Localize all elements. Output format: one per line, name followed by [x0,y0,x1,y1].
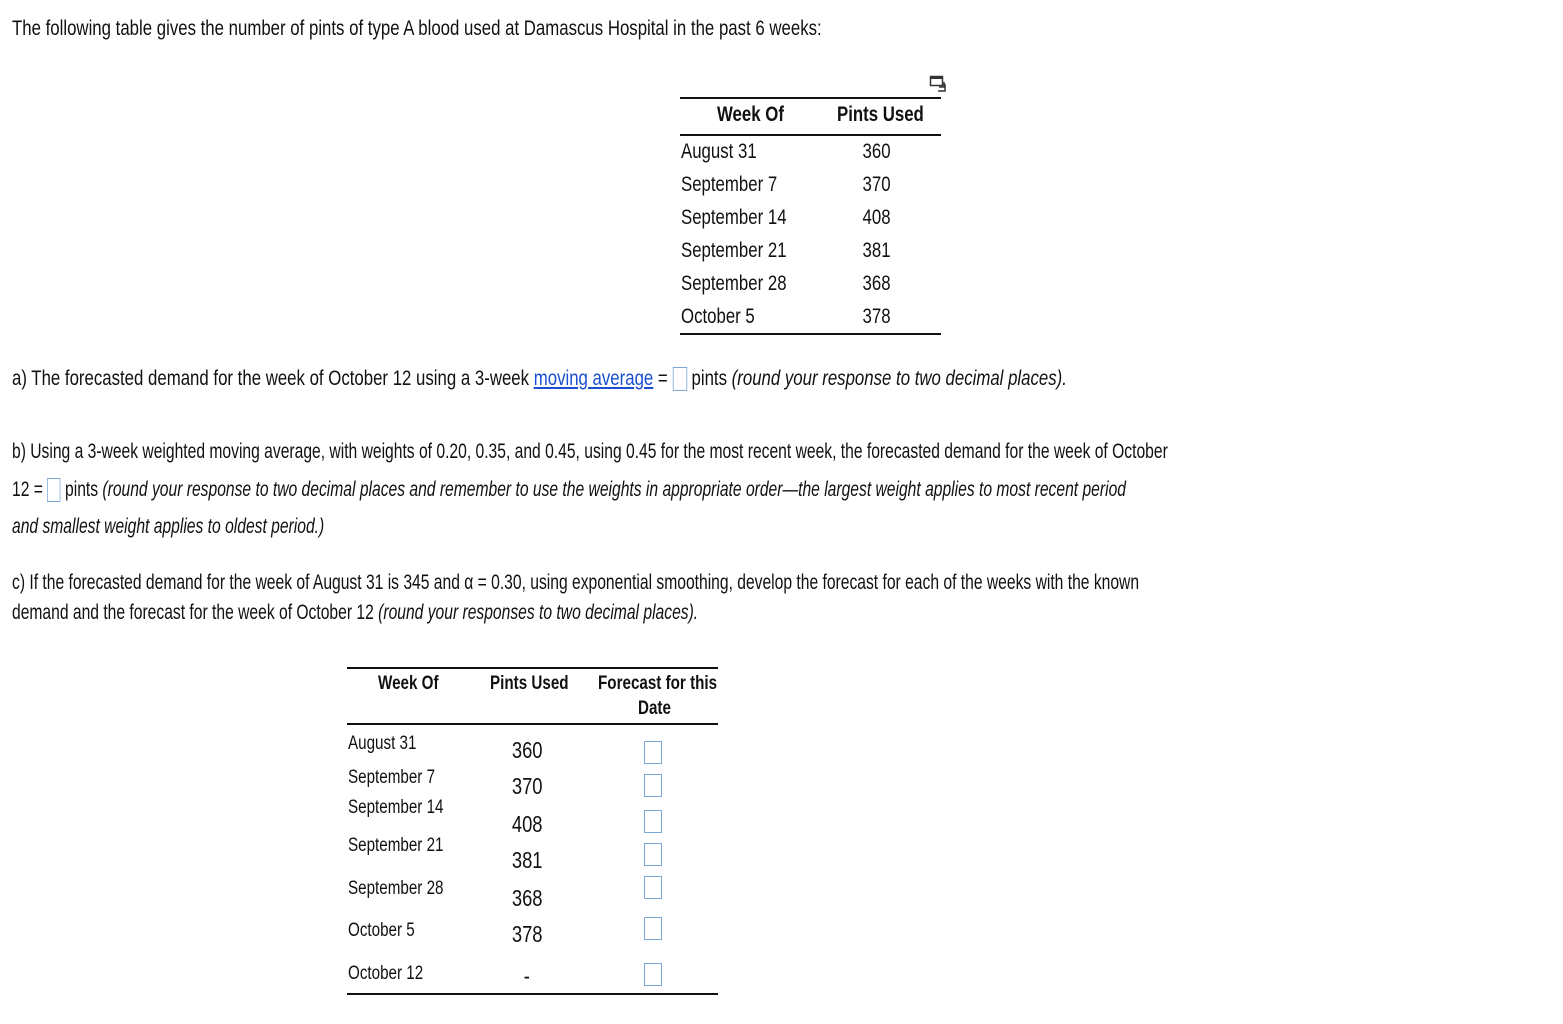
question-c-line2 [12,598,933,628]
question-b-line1: b) Using a 3-week weighted moving average, with weights of 0.20, 0.35, and 0.45, using 0.45 for the most recent week, the forecasted demand for the week of October [12,440,1168,463]
table-row-pints: 381 [862,239,892,262]
table-bottom-rule [347,993,718,995]
rounding-instruction: (round your response to two decimal places and remember to use the weights in appropriate order—the largest weight applies to most recent period [102,478,1126,501]
table-top-rule [680,97,941,99]
question-b-line3: and smallest weight applies to oldest period.) [12,515,325,538]
table-row-week: September 14 [348,797,444,818]
table-row-week: October 5 [681,305,755,328]
forecast-input[interactable] [644,963,662,986]
unit-label: pints [65,478,99,501]
table-row-week: September 7 [681,173,778,196]
table-row-week: October 5 [348,920,415,941]
forecast-input[interactable] [644,810,662,833]
question-b-label: 12 = [12,478,43,501]
expand-table-icon[interactable] [929,75,947,93]
table-row-week: September 7 [348,767,436,788]
table-row-pints: 368 [862,272,892,295]
header-date: Date [638,698,671,719]
answer-input-b[interactable] [47,478,60,502]
header-week-of: Week Of [717,103,784,126]
intro-text: The following table gives the number of pints of type A blood used at Damascus Hospital in the past 6 weeks: [12,17,822,40]
unit-label: pints [691,367,727,390]
table-row-pints: 381 [511,847,543,873]
rounding-instruction: (round your response to two decimal places). [731,367,1067,390]
table-row-pints: 370 [511,773,543,799]
table-row-week: September 14 [681,206,787,229]
forecast-input[interactable] [644,917,662,940]
table-bottom-rule [680,333,941,335]
table-row-week: September 21 [348,835,444,856]
table-row-pints: 408 [511,811,543,837]
question-c-text: demand and the forecast for the week of October 12 [12,601,374,624]
header-pints-used: Pints Used [490,673,569,694]
table-row-pints: 378 [511,921,543,947]
table-row-week: October 12 [348,963,424,984]
table-row-pints: 370 [862,173,892,196]
header-forecast: Forecast for this [598,673,718,694]
question-a-text: a) The forecasted demand for the week of October 12 using a 3-week [12,367,534,390]
forecast-input[interactable] [644,741,662,764]
table-row-pints: 368 [511,885,543,911]
table-header-rule [347,723,718,725]
table-row-pints: 360 [862,140,892,163]
table-row-week: September 21 [681,239,787,262]
table-row-pints: 360 [511,737,543,763]
forecast-input[interactable] [644,843,662,866]
moving-average-link[interactable]: moving average [533,367,654,390]
table-row-pints: 408 [862,206,892,229]
equals-sign: = [653,367,668,390]
header-pints-used: Pints Used [837,103,924,126]
header-week-of: Week Of [378,673,439,694]
forecast-input[interactable] [644,774,662,797]
answer-input-a[interactable] [672,367,686,391]
table-row-pints: - [523,963,531,989]
question-a [12,364,1331,394]
table-row-week: September 28 [681,272,787,295]
question-b-line2 [12,475,1507,505]
forecast-input[interactable] [644,876,662,899]
table-header-rule [680,134,941,136]
table-top-rule [347,667,718,669]
table-row-week: September 28 [348,878,444,899]
question-c-line1: c) If the forecasted demand for the week of August 31 is 345 and α = 0.30, using exponential smoothing, develop the forecast for each of the weeks with the known [12,571,1140,594]
table-row-week: August 31 [348,733,417,754]
rounding-instruction: (round your responses to two decimal places). [378,601,699,624]
table-row-pints: 378 [862,305,892,328]
table-row-week: August 31 [681,140,757,163]
